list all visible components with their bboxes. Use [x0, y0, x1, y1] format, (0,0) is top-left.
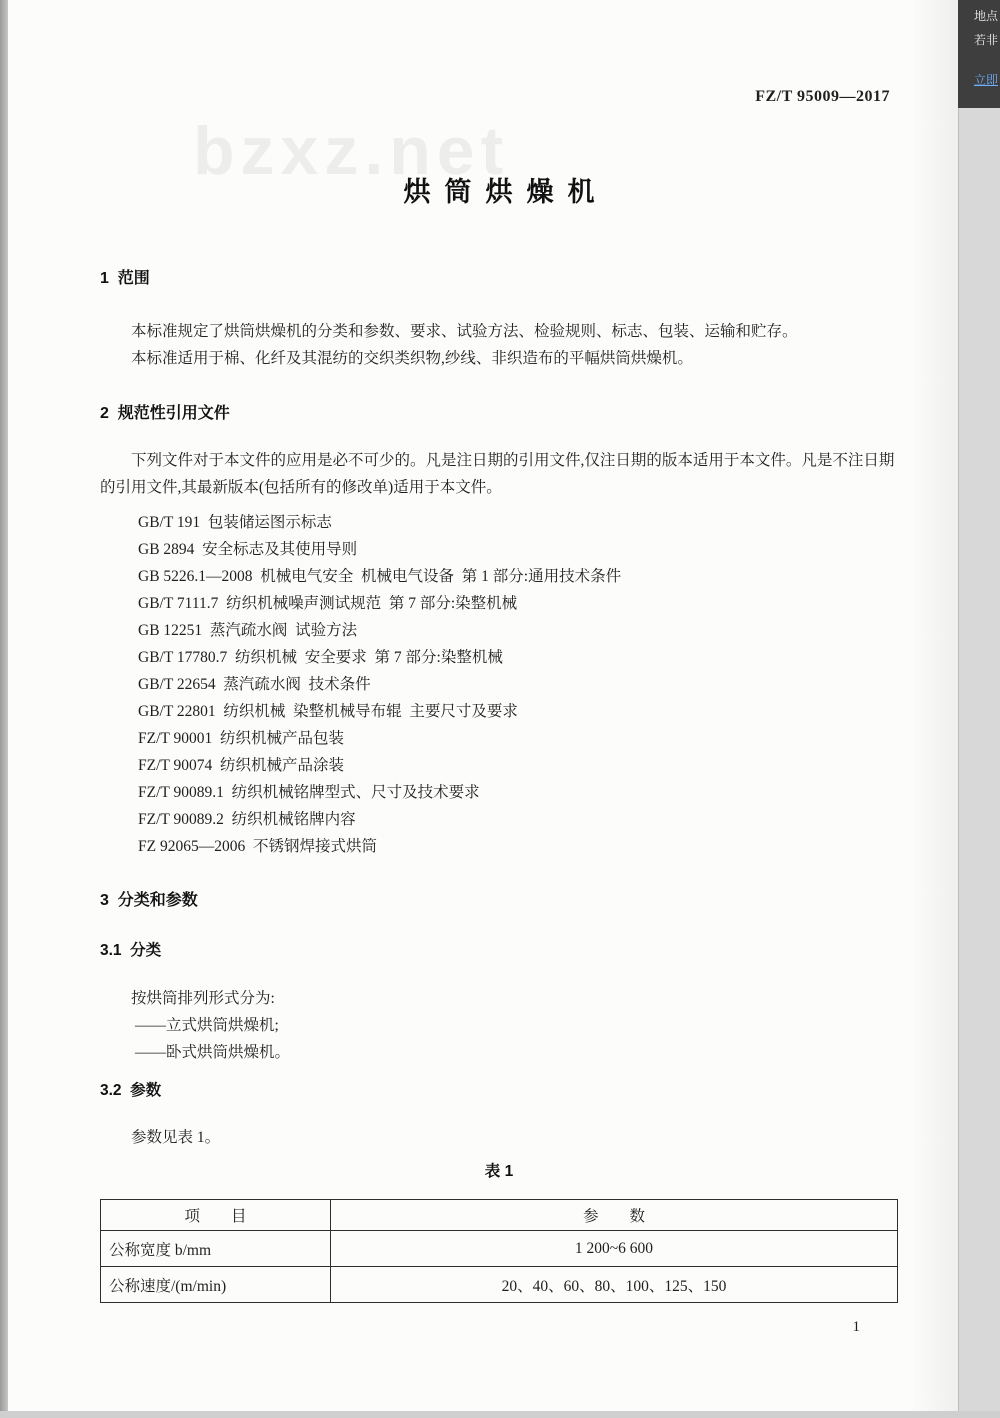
- reference-item: FZ/T 90089.2 纺织机械铭牌内容: [138, 811, 356, 828]
- reference-item: GB/T 22801 纺织机械 染整机械导布辊 主要尺寸及要求: [138, 703, 518, 720]
- reference-item: GB/T 7111.7 纺织机械噪声测试规范 第 7 部分:染整机械: [138, 595, 518, 612]
- reference-item: GB/T 17780.7 纺织机械 安全要求 第 7 部分:染整机械: [138, 649, 503, 666]
- table-cell-item: 公称宽度 b/mm: [101, 1231, 331, 1267]
- page-right-gutter: [958, 0, 1000, 1418]
- parameters-intro: 参数见表 1。: [131, 1129, 221, 1146]
- scan-bottom-edge: [0, 1411, 1000, 1418]
- reference-item: GB 5226.1—2008 机械电气安全 机械电气设备 第 1 部分:通用技术条件: [138, 568, 622, 585]
- reference-item: GB/T 22654 蒸汽疏水阀 技术条件: [138, 676, 371, 693]
- reference-item: FZ/T 90001 纺织机械产品包装: [138, 730, 344, 747]
- site-overlay-panel: [958, 0, 1000, 108]
- classification-item-vertical: ——立式烘筒烘燥机;: [135, 1017, 279, 1034]
- page-content: [8, 0, 958, 1411]
- table-row: [101, 1267, 898, 1303]
- section-heading-classification: 3 分类和参数: [100, 892, 198, 909]
- overlay-text-line: 地点: [974, 9, 999, 23]
- reference-item: FZ/T 90074 纺织机械产品涂装: [138, 757, 344, 774]
- parameter-table: [100, 1199, 898, 1303]
- page-number: 1: [852, 1319, 860, 1335]
- scan-left-edge: [0, 0, 8, 1418]
- overlay-download-link[interactable]: 立即: [974, 73, 999, 87]
- reference-item: GB 2894 安全标志及其使用导则: [138, 541, 358, 558]
- table-cell-value: 20、40、60、80、100、125、150: [331, 1267, 898, 1303]
- section-heading-references: 2 规范性引用文件: [100, 405, 230, 422]
- classification-intro: 按烘筒排列形式分为:: [131, 990, 275, 1007]
- reference-item: FZ 92065—2006 不锈钢焊接式烘筒: [138, 838, 377, 855]
- table-header-item: 项 目: [101, 1200, 331, 1231]
- document-title: 烘筒烘燥机: [403, 177, 609, 207]
- table-header-parameter: 参 数: [331, 1200, 898, 1231]
- subsection-heading-classification: 3.1 分类: [100, 942, 162, 959]
- table-header-row: [101, 1200, 898, 1231]
- reference-list: [100, 509, 898, 860]
- scope-paragraph: 本标准规定了烘筒烘燥机的分类和参数、要求、试验方法、检验规则、标志、包装、运输和贮存。: [131, 323, 798, 340]
- standard-number: FZ/T 95009—2017: [755, 88, 890, 105]
- references-intro: 下列文件对于本文件的应用是必不可少的。凡是注日期的引用文件,仅注日期的版本适用于本文件。凡是不注日期的引用文件,其最新版本(包括所有的修改单)适用于本文件。: [100, 452, 895, 496]
- subsection-heading-parameters: 3.2 参数: [100, 1082, 162, 1099]
- reference-item: FZ/T 90089.1 纺织机械铭牌型式、尺寸及技术要求: [138, 784, 480, 801]
- overlay-text-line: 若非: [974, 33, 999, 47]
- scope-paragraph: 本标准适用于棉、化纤及其混纺的交织类织物,纱线、非织造布的平幅烘筒烘燥机。: [131, 350, 693, 367]
- table-cell-item: 公称速度/(m/min): [101, 1267, 331, 1303]
- section-heading-scope: 1 范围: [100, 270, 150, 287]
- reference-item: GB/T 191 包装储运图示标志: [138, 514, 332, 531]
- document-page: [8, 0, 958, 1411]
- watermark: bzxz.net: [193, 113, 510, 189]
- table-caption: 表 1: [484, 1163, 514, 1180]
- table-cell-value: 1 200~6 600: [331, 1231, 898, 1267]
- classification-item-horizontal: ——卧式烘筒烘燥机。: [135, 1044, 291, 1061]
- table-row: [101, 1231, 898, 1267]
- reference-item: GB 12251 蒸汽疏水阀 试验方法: [138, 622, 358, 639]
